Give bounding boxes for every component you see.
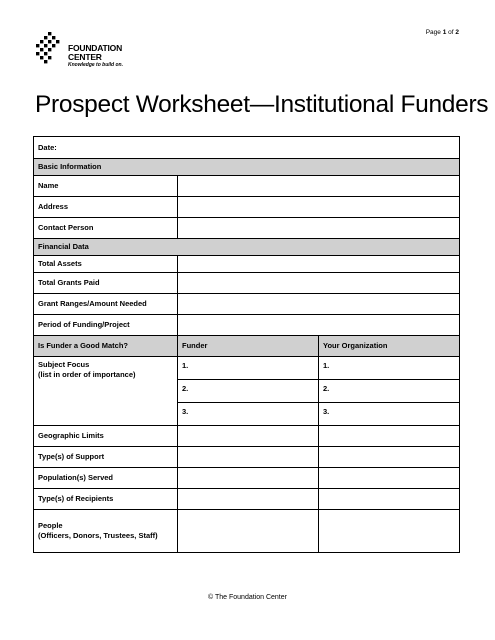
address-field[interactable] [178,197,460,218]
grant-ranges-label: Grant Ranges/Amount Needed [34,294,178,315]
funder-subject-3[interactable]: 3. [178,403,319,426]
period-of-funding-field[interactable] [178,315,460,336]
total-assets-field[interactable] [178,256,460,273]
types-of-support-label: Type(s) of Support [34,447,178,468]
subject-focus-label: Subject Focus (list in order of importance) [34,357,178,426]
financial-data-header: Financial Data [34,239,460,256]
funder-types-of-support[interactable] [178,447,319,468]
date-label: Date: [38,142,57,152]
org-subject-1[interactable]: 1. [319,357,460,380]
total-grants-paid-field[interactable] [178,273,460,294]
date-field[interactable] [34,137,460,159]
logo-wordmark: FOUNDATION CENTER [68,43,123,62]
org-populations-served[interactable] [319,468,460,489]
name-label: Name [34,176,178,197]
geographic-limits-label: Geographic Limits [34,426,178,447]
org-subject-2[interactable]: 2. [319,380,460,403]
funder-subject-1[interactable]: 1. [178,357,319,380]
basic-information-header: Basic Information [34,159,460,176]
org-types-of-support[interactable] [319,447,460,468]
address-label: Address [34,197,178,218]
logo-tagline: Knowledge to build on. [68,62,123,68]
page-number: Page 1 of 2 [425,29,459,36]
funder-subject-2[interactable]: 2. [178,380,319,403]
name-field[interactable] [178,176,460,197]
org-types-of-recipients[interactable] [319,489,460,510]
grant-ranges-field[interactable] [178,294,460,315]
people-label: People (Officers, Donors, Trustees, Staff) [34,510,178,553]
funder-people[interactable] [178,510,319,553]
total-grants-paid-label: Total Grants Paid [34,273,178,294]
good-match-header: Is Funder a Good Match? [34,336,178,357]
period-of-funding-label: Period of Funding/Project [34,315,178,336]
types-of-recipients-label: Type(s) of Recipients [34,489,178,510]
org-people[interactable] [319,510,460,553]
funder-column-header: Funder [178,336,319,357]
prospect-worksheet-form [33,136,460,553]
total-assets-label: Total Assets [34,256,178,273]
contact-person-field[interactable] [178,218,460,239]
populations-served-label: Population(s) Served [34,468,178,489]
funder-populations-served[interactable] [178,468,319,489]
funder-geographic-limits[interactable] [178,426,319,447]
org-subject-3[interactable]: 3. [319,403,460,426]
org-geographic-limits[interactable] [319,426,460,447]
diamond-dots-icon [34,32,66,64]
page-title: Prospect Worksheet—Institutional Funders [35,91,489,118]
your-organization-column-header: Your Organization [319,336,460,357]
contact-person-label: Contact Person [34,218,178,239]
foundation-center-logo [34,32,154,76]
funder-types-of-recipients[interactable] [178,489,319,510]
copyright-footer: © The Foundation Center [208,594,287,601]
